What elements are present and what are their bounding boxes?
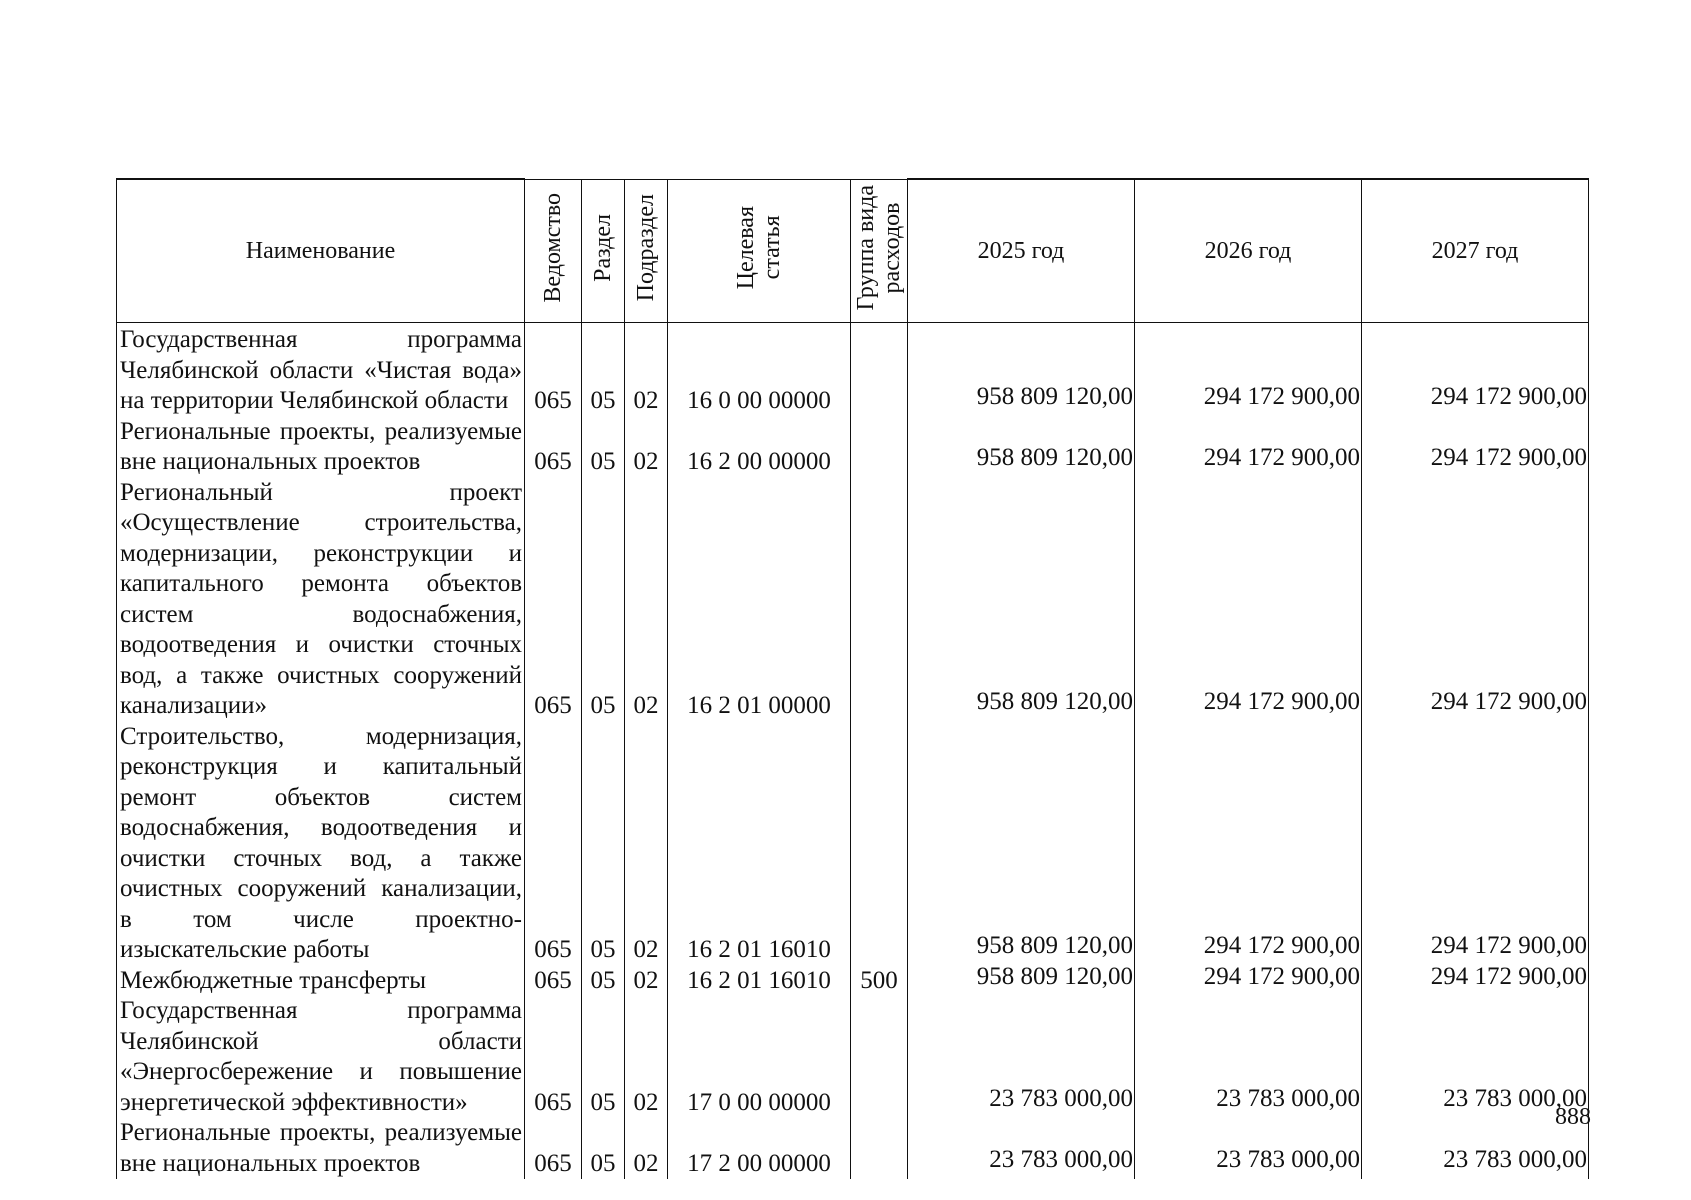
row-2026: 294 172 900,00: [1135, 478, 1362, 722]
row-2026: 23 783 000,00: [1135, 996, 1362, 1118]
row-subsection: 02: [625, 417, 668, 478]
row-dept: 065: [525, 478, 582, 722]
row-2026: 23 783 000,00: [1135, 1118, 1362, 1179]
row-subsection: 02: [625, 323, 668, 417]
row-dept: 065: [525, 417, 582, 478]
row-name: Государственная программа Челябинской области «Энергосбережение и повышение энергетической эффективности»: [117, 996, 525, 1118]
row-2026: 294 172 900,00: [1135, 323, 1362, 417]
row-target: 16 2 01 16010: [668, 966, 851, 997]
table-row: [117, 722, 1589, 966]
row-name: Строительство, модернизация, реконструкция и капитальный ремонт объектов систем водоснабжения, водоотведения и очистки сточных вод, а также очистных сооружений канализации, в том числе проектно-изыскательские работы: [117, 722, 525, 966]
table-row: [117, 417, 1589, 478]
row-2025: 958 809 120,00: [908, 323, 1135, 417]
row-target: 16 2 01 16010: [668, 722, 851, 966]
row-2025: 958 809 120,00: [908, 722, 1135, 966]
row-name: Межбюджетные трансферты: [117, 966, 525, 997]
row-group: [851, 1118, 908, 1179]
row-group: 500: [851, 966, 908, 997]
table-row: [117, 323, 1589, 417]
row-section: 05: [582, 722, 625, 966]
row-target: 16 2 00 00000: [668, 417, 851, 478]
row-2025: 958 809 120,00: [908, 478, 1135, 722]
header-section: Раздел: [582, 179, 625, 323]
row-group: [851, 323, 908, 417]
header-target-line2: статья: [759, 215, 785, 280]
row-2027: 23 783 000,00: [1362, 1118, 1589, 1179]
row-section: 05: [582, 323, 625, 417]
row-dept: 065: [525, 996, 582, 1118]
table-row: [117, 478, 1589, 722]
row-2025: 23 783 000,00: [908, 1118, 1135, 1179]
header-name: Наименование: [117, 179, 525, 323]
row-name: Региональный проект «Осуществление строительства, модернизации, реконструкции и капитального ремонта объектов систем водоснабжения, водоотведения и очистки сточных вод, а также очистных сооружений канализации»: [117, 478, 525, 722]
row-target: 17 0 00 00000: [668, 996, 851, 1118]
header-2025: 2025 год: [908, 179, 1135, 323]
row-name: Региональные проекты, реализуемые вне национальных проектов: [117, 1118, 525, 1179]
header-target: [668, 179, 851, 323]
row-dept: 065: [525, 966, 582, 997]
row-target: 16 0 00 00000: [668, 323, 851, 417]
row-subsection: 02: [625, 478, 668, 722]
header-target-line1: Целевая: [733, 206, 759, 290]
row-2025: 23 783 000,00: [908, 996, 1135, 1118]
row-subsection: 02: [625, 996, 668, 1118]
header-row: [117, 179, 1589, 323]
row-group: [851, 722, 908, 966]
row-target: 16 2 01 00000: [668, 478, 851, 722]
row-subsection: 02: [625, 966, 668, 997]
row-2027: 294 172 900,00: [1362, 417, 1589, 478]
row-section: 05: [582, 478, 625, 722]
row-group: [851, 417, 908, 478]
header-subsection: Подраздел: [625, 179, 668, 323]
row-group: [851, 478, 908, 722]
table-row: [117, 996, 1589, 1118]
header-2027: 2027 год: [1362, 179, 1589, 323]
row-2025: 958 809 120,00: [908, 966, 1135, 997]
row-subsection: 02: [625, 722, 668, 966]
table-row: [117, 966, 1589, 997]
header-group: [851, 179, 908, 323]
row-2027: 23 783 000,00: [1362, 996, 1589, 1118]
header-group-line1: Группа вида: [853, 185, 879, 311]
budget-table: [116, 178, 1589, 1179]
header-dept: Ведомство: [525, 179, 582, 323]
row-section: 05: [582, 417, 625, 478]
row-dept: 065: [525, 323, 582, 417]
row-subsection: 02: [625, 1118, 668, 1179]
header-2026: 2026 год: [1135, 179, 1362, 323]
row-dept: 065: [525, 722, 582, 966]
row-section: 05: [582, 1118, 625, 1179]
row-2027: 294 172 900,00: [1362, 966, 1589, 997]
row-dept: 065: [525, 1118, 582, 1179]
row-section: 05: [582, 996, 625, 1118]
row-target: 17 2 00 00000: [668, 1118, 851, 1179]
row-name: Государственная программа Челябинской области «Чистая вода» на территории Челябинской области: [117, 323, 525, 417]
row-section: 05: [582, 966, 625, 997]
row-2027: 294 172 900,00: [1362, 323, 1589, 417]
row-name: Региональные проекты, реализуемые вне национальных проектов: [117, 417, 525, 478]
header-group-line2: расходов: [879, 202, 905, 294]
row-2026: 294 172 900,00: [1135, 966, 1362, 997]
table-row: [117, 1118, 1589, 1179]
row-2027: 294 172 900,00: [1362, 722, 1589, 966]
row-2026: 294 172 900,00: [1135, 722, 1362, 966]
row-group: [851, 996, 908, 1118]
page-number: 888: [1555, 1104, 1591, 1130]
row-2025: 958 809 120,00: [908, 417, 1135, 478]
row-2027: 294 172 900,00: [1362, 478, 1589, 722]
row-2026: 294 172 900,00: [1135, 417, 1362, 478]
